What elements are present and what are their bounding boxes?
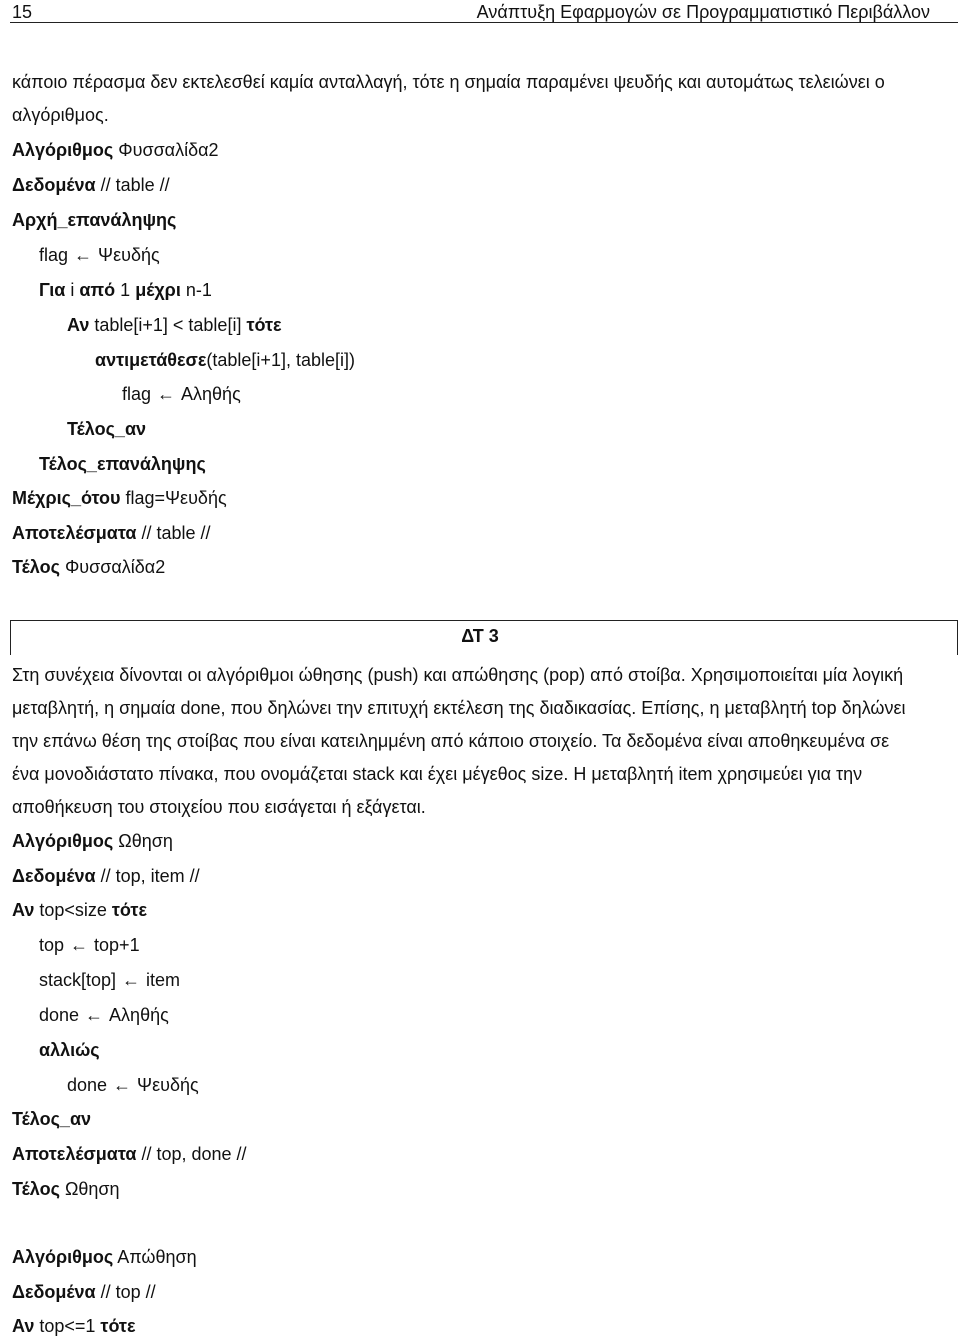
code-text: Φυσσαλίδα2 xyxy=(113,140,219,160)
paragraph-line-1: Στη συνέχεια δίνονται οι αλγόριθμοι ώθησης (push) και απώθησης (pop) από στοίβα. Χρησιμοποιείται μία λογική xyxy=(12,665,904,685)
algo1-line-12 xyxy=(12,522,211,544)
keyword: Δεδομένα xyxy=(12,866,96,886)
page-number: 15 xyxy=(12,2,33,22)
algo2-line-9 xyxy=(12,1108,91,1130)
algo3-line-1 xyxy=(12,1246,197,1268)
algo1-line-3 xyxy=(12,209,176,231)
paragraph-line-3: την επάνω θέση της στοίβας που είναι κατειλημμένη από κάποιο στοιχείο. Τα δεδομένα είναι αποθηκευμένα σε xyxy=(12,731,890,751)
code-text: Ωθηση xyxy=(113,831,173,851)
intro-line-1: κάποιο πέρασμα δεν εκτελεσθεί καμία ανταλλαγή, τότε η σημαία παραμένει ψευδής και αυτομάτως τελειώνει ο xyxy=(12,72,885,92)
algo2-line-1 xyxy=(12,830,173,852)
algo1-line-9 xyxy=(67,418,146,440)
code-text: // table // xyxy=(95,175,170,195)
code-text: stack[top] xyxy=(39,970,117,990)
code-text: flag=Ψευδής xyxy=(120,488,227,508)
keyword: Αν xyxy=(67,315,90,335)
code-text: flag xyxy=(39,245,69,265)
algo1-line-10 xyxy=(39,453,206,475)
keyword: Τέλος_επανάληψης xyxy=(39,454,206,474)
code-text: n-1 xyxy=(180,280,212,300)
keyword: Αρχή_επανάληψης xyxy=(12,210,177,230)
code-text: Ψευδής xyxy=(98,245,160,265)
code-text: top xyxy=(39,935,65,955)
keyword: Αλγόριθμος xyxy=(12,831,114,851)
code-text: table[i+1] < table[i] xyxy=(89,315,247,335)
code-text: i xyxy=(65,280,80,300)
code-text: Ψευδής xyxy=(137,1075,199,1095)
keyword: τότε xyxy=(111,900,147,920)
code-text: top+1 xyxy=(94,935,140,955)
intro-line-2: αλγόριθμος. xyxy=(12,105,109,125)
section-title: ΔΤ 3 xyxy=(461,626,499,646)
keyword: αντιμετάθεσε xyxy=(95,350,207,370)
algo3-line-3 xyxy=(12,1315,136,1337)
keyword: από xyxy=(79,280,116,300)
keyword: Τέλος xyxy=(12,1179,60,1199)
keyword: τότε xyxy=(246,315,282,335)
code-text: Ωθηση xyxy=(59,1179,120,1199)
keyword: Αλγόριθμος xyxy=(12,1247,114,1267)
code-text: done xyxy=(67,1075,108,1095)
algo1-line-5 xyxy=(39,279,212,301)
paragraph-line-4: ένα μονοδιάστατο πίνακα, που ονομάζεται stack και έχει μέγεθος size. Η μεταβλητή item χρησιμεύει για την xyxy=(12,764,863,784)
algo2-line-4 xyxy=(39,934,140,956)
algo1-line-1 xyxy=(12,139,219,161)
paragraph-line-2: μεταβλητή, η σημαία done, που δηλώνει την επιτυχή εκτέλεση της διαδικασίας. Επίσης, η μεταβλητή top δηλώνει xyxy=(12,698,906,718)
code-text: Αληθής xyxy=(181,384,241,404)
keyword: τότε xyxy=(100,1316,136,1336)
code-text: Αληθής xyxy=(109,1005,169,1025)
code-text: // table // xyxy=(136,523,211,543)
keyword: αλλιώς xyxy=(39,1040,100,1060)
paragraph-line-5: αποθήκευση του στοιχείου που εισάγεται ή εξάγεται. xyxy=(12,797,426,817)
keyword: Αποτελέσματα xyxy=(12,1144,137,1164)
code-text: flag xyxy=(122,384,152,404)
code-text: top<size xyxy=(34,900,112,920)
code-text: // top // xyxy=(95,1282,156,1302)
code-text: // top, done // xyxy=(136,1144,247,1164)
running-title: Ανάπτυξη Εφαρμογών σε Προγραμματιστικό Περιβάλλον xyxy=(476,2,930,22)
keyword: μέχρι xyxy=(135,280,181,300)
assign-arrow-icon: ← xyxy=(70,935,89,955)
code-text: done xyxy=(39,1005,80,1025)
algo2-line-10 xyxy=(12,1143,247,1165)
algo2-line-3 xyxy=(12,899,147,921)
keyword: Τέλος_αν xyxy=(12,1109,92,1129)
keyword: Για xyxy=(39,280,66,300)
code-text: // top, item // xyxy=(95,866,200,886)
assign-arrow-icon: ← xyxy=(122,970,141,990)
algo2-line-11 xyxy=(12,1178,120,1200)
assign-arrow-icon: ← xyxy=(85,1005,104,1025)
algo2-line-8 xyxy=(67,1074,199,1096)
algo1-line-8 xyxy=(122,383,241,405)
code-text: (table[i+1], table[i]) xyxy=(206,350,355,370)
code-text: Απώθηση xyxy=(113,1247,197,1267)
keyword: Αν xyxy=(12,900,35,920)
algo2-line-2 xyxy=(12,865,200,887)
algo1-line-2 xyxy=(12,174,170,196)
keyword: Αλγόριθμος xyxy=(12,140,114,160)
algo3-line-2 xyxy=(12,1281,156,1303)
algo2-line-6 xyxy=(39,1004,169,1026)
keyword: Αν xyxy=(12,1316,35,1336)
page-header xyxy=(10,0,958,23)
keyword: Τέλος_αν xyxy=(67,419,147,439)
keyword: Τέλος xyxy=(12,557,60,577)
algo1-line-7 xyxy=(95,349,355,371)
code-text: Φυσσαλίδα2 xyxy=(59,557,166,577)
keyword: Δεδομένα xyxy=(12,1282,96,1302)
code-text: 1 xyxy=(115,280,136,300)
code-text: item xyxy=(146,970,181,990)
assign-arrow-icon: ← xyxy=(113,1075,132,1095)
algo2-line-7 xyxy=(39,1039,100,1061)
assign-arrow-icon: ← xyxy=(157,384,176,404)
assign-arrow-icon: ← xyxy=(74,245,93,265)
algo1-line-11 xyxy=(12,487,227,509)
keyword: Μέχρις_ότου xyxy=(12,488,121,508)
code-text: top<=1 xyxy=(34,1316,101,1336)
algo1-line-6 xyxy=(67,314,282,336)
keyword: Δεδομένα xyxy=(12,175,96,195)
keyword: Αποτελέσματα xyxy=(12,523,137,543)
algo1-line-4 xyxy=(39,244,160,266)
algo1-line-13 xyxy=(12,556,165,578)
algo2-line-5 xyxy=(39,969,180,991)
